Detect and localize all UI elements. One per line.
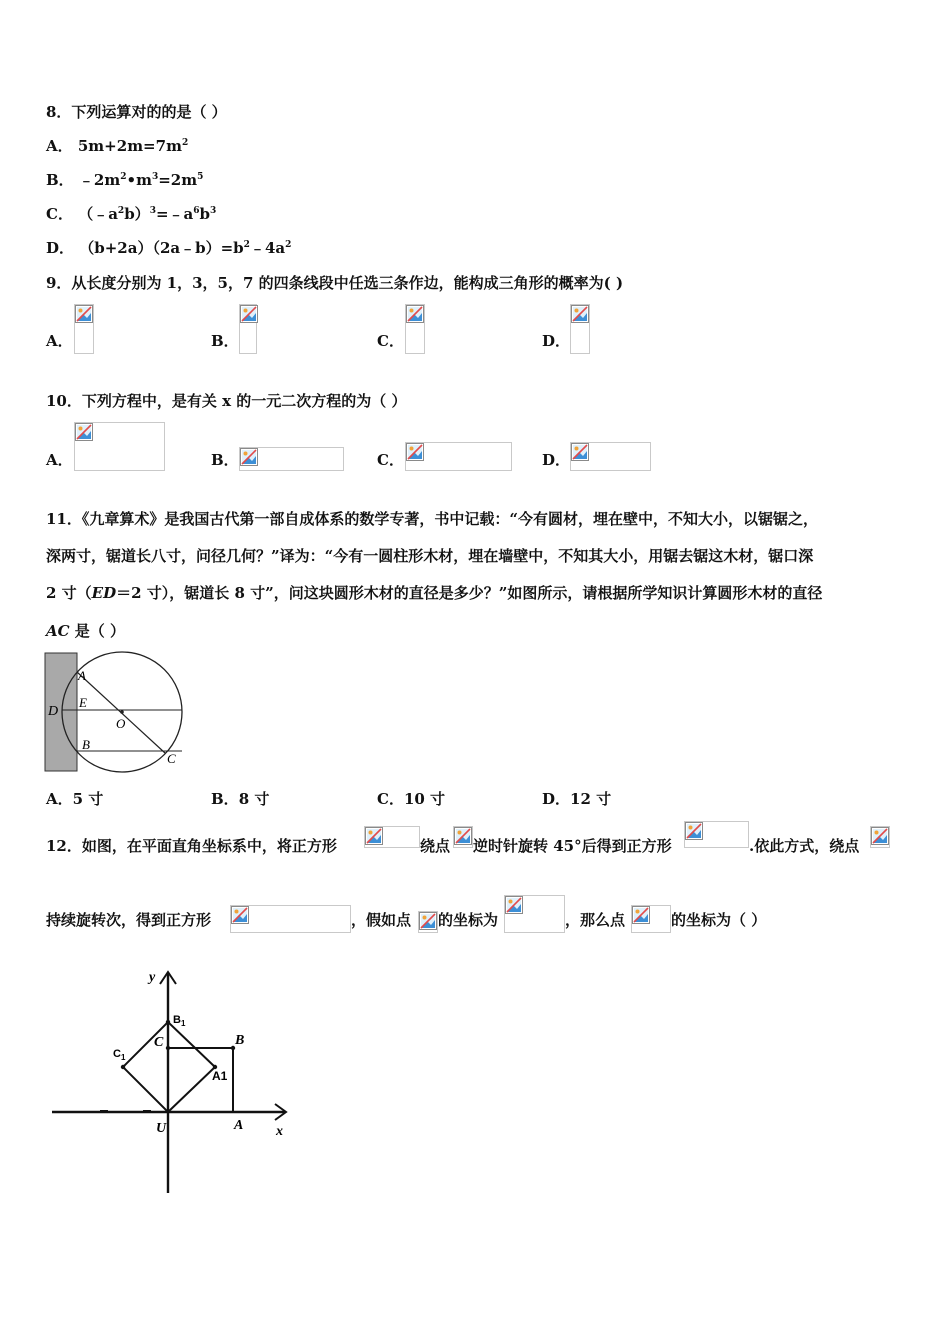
q12-label-y: y [149,970,156,985]
broken-image-icon [365,827,383,845]
q12-label-a: A [234,1118,244,1133]
q10-option-b-image [239,447,344,471]
q12-point-c1 [121,1065,125,1069]
q12-point-b1 [166,1020,170,1024]
q12-label-c1: $C_1$ [113,1048,126,1062]
q11-label-b: B [82,737,90,752]
q11-label-c: C [167,751,176,766]
q12-label-x: x [276,1124,283,1139]
q10-option-b-label: B． [211,451,239,469]
q10-option-d-label: D． [542,451,571,469]
q11-label-o: O [116,716,126,731]
q12-label-a1: A1 [212,1069,228,1083]
q12-inline-image-8 [631,905,671,933]
broken-image-icon [231,906,249,924]
q11-option-a: A．5 寸 [46,790,104,808]
q12-point-c [166,1046,170,1050]
q12-text-5: 持续旋转次，得到正方形 [46,911,212,929]
q12-label-b: B [235,1033,245,1048]
q12-inline-image-5 [230,905,351,933]
q10-option-a-label: A． [46,451,73,469]
q9-option-d-image [570,304,590,354]
q10-option-c-image [405,442,512,471]
q8-option-a: A． $5m+2m=7m^2$ [46,137,189,155]
q11-line-2: 深两寸，锯道长八寸，问径几何？”译为：“今有一圆柱形木材，埋在墙壁中，不知其大小，用锯去锯这木材，锯口深 [46,547,814,565]
q12-label-c: C [154,1035,164,1050]
broken-image-icon [406,443,424,461]
q12-text-7: 的坐标为 [438,911,499,929]
q8-option-d: D． $(b+2a)(2a﹣b)=b^2﹣4a^2$ [46,239,292,257]
broken-image-icon [75,305,93,323]
q12-text-8: ，那么点 [565,911,626,929]
q9-option-a-image [74,304,94,354]
q11-label-a: A [78,668,86,683]
q11-option-c: C．10 寸 [377,790,446,808]
broken-image-icon [571,305,589,323]
q9-option-b-image [239,304,257,354]
broken-image-icon [454,827,472,845]
broken-image-icon [75,423,93,441]
q10-stem: 10．下列方程中，是有关 x 的一元二次方程的为（ ） [46,392,407,410]
q12-label-b1: $B_1$ [173,1014,186,1028]
q10-option-c-label: C． [377,451,404,469]
q12-inline-image-7 [504,895,565,933]
q8-option-b: B． $﹣2m^2•m^3=2m^5$ [46,171,204,189]
q12-inline-image-2 [453,826,473,848]
broken-image-icon [406,305,424,323]
broken-image-icon [571,443,589,461]
broken-image-icon [505,896,523,914]
q11-circle-figure [44,650,194,775]
q11-line-3: 2 寸（ED＝2 寸），锯道长 8 寸”，问这块圆形木材的直径是多少？”如图所示，请根据所学知识计算圆形木材的直径 [46,584,823,602]
q9-option-c-image [405,304,425,354]
q11-center-o [120,710,124,714]
q12-inline-image-4 [870,826,890,848]
q11-label-e: E [79,695,87,710]
q9-option-c-label: C． [377,332,404,350]
broken-image-icon [685,822,703,840]
q8-stem: 8．下列运算对的的是（ ） [46,103,227,121]
q8-option-c: C． $(﹣a^2b)^3=﹣a^6b^3$ [46,205,217,223]
broken-image-icon [419,912,437,930]
q11-label-d: D [48,704,59,719]
q10-option-a-image [74,422,165,471]
q12-text-2: 绕点 [420,837,451,855]
q12-text-9: 的坐标为（ ） [671,911,767,929]
q9-option-b-label: B． [211,332,239,350]
q9-stem: 9．从长度分别为 1，3，5，7 的四条线段中任选三条作边，能构成三角形的概率为( ) [46,274,624,292]
q11-line-4: AC 是（ ） [46,622,126,640]
q12-inline-image-3 [684,821,749,848]
q9-option-d-label: D． [542,332,571,350]
q11-option-b: B．8 寸 [211,790,270,808]
q12-inline-image-6 [418,911,438,933]
broken-image-icon [240,448,258,466]
q12-text-4: .依此方式，绕点 [749,837,860,855]
broken-image-icon [871,827,889,845]
q12-text-6: ，假如点 [351,911,412,929]
q12-text-1: 12．如图，在平面直角坐标系中，将正方形 [46,837,337,855]
broken-image-icon [632,906,650,924]
q11-line-1: 11．《九章算术》是我国古代第一部自成体系的数学专著，书中记载：“今有圆材，埋在壁中，不知大小，以锯锯之， [46,510,819,528]
q12-label-o: U [156,1121,167,1136]
q12-text-3: 逆时针旋转 45°后得到正方形 [473,837,672,855]
q12-coordinate-figure [50,965,300,1200]
q11-option-d: D．12 寸 [542,790,612,808]
broken-image-icon [240,305,258,323]
q9-option-a-label: A． [46,332,73,350]
q12-inline-image-1 [364,826,420,848]
q10-option-d-image [570,442,651,471]
